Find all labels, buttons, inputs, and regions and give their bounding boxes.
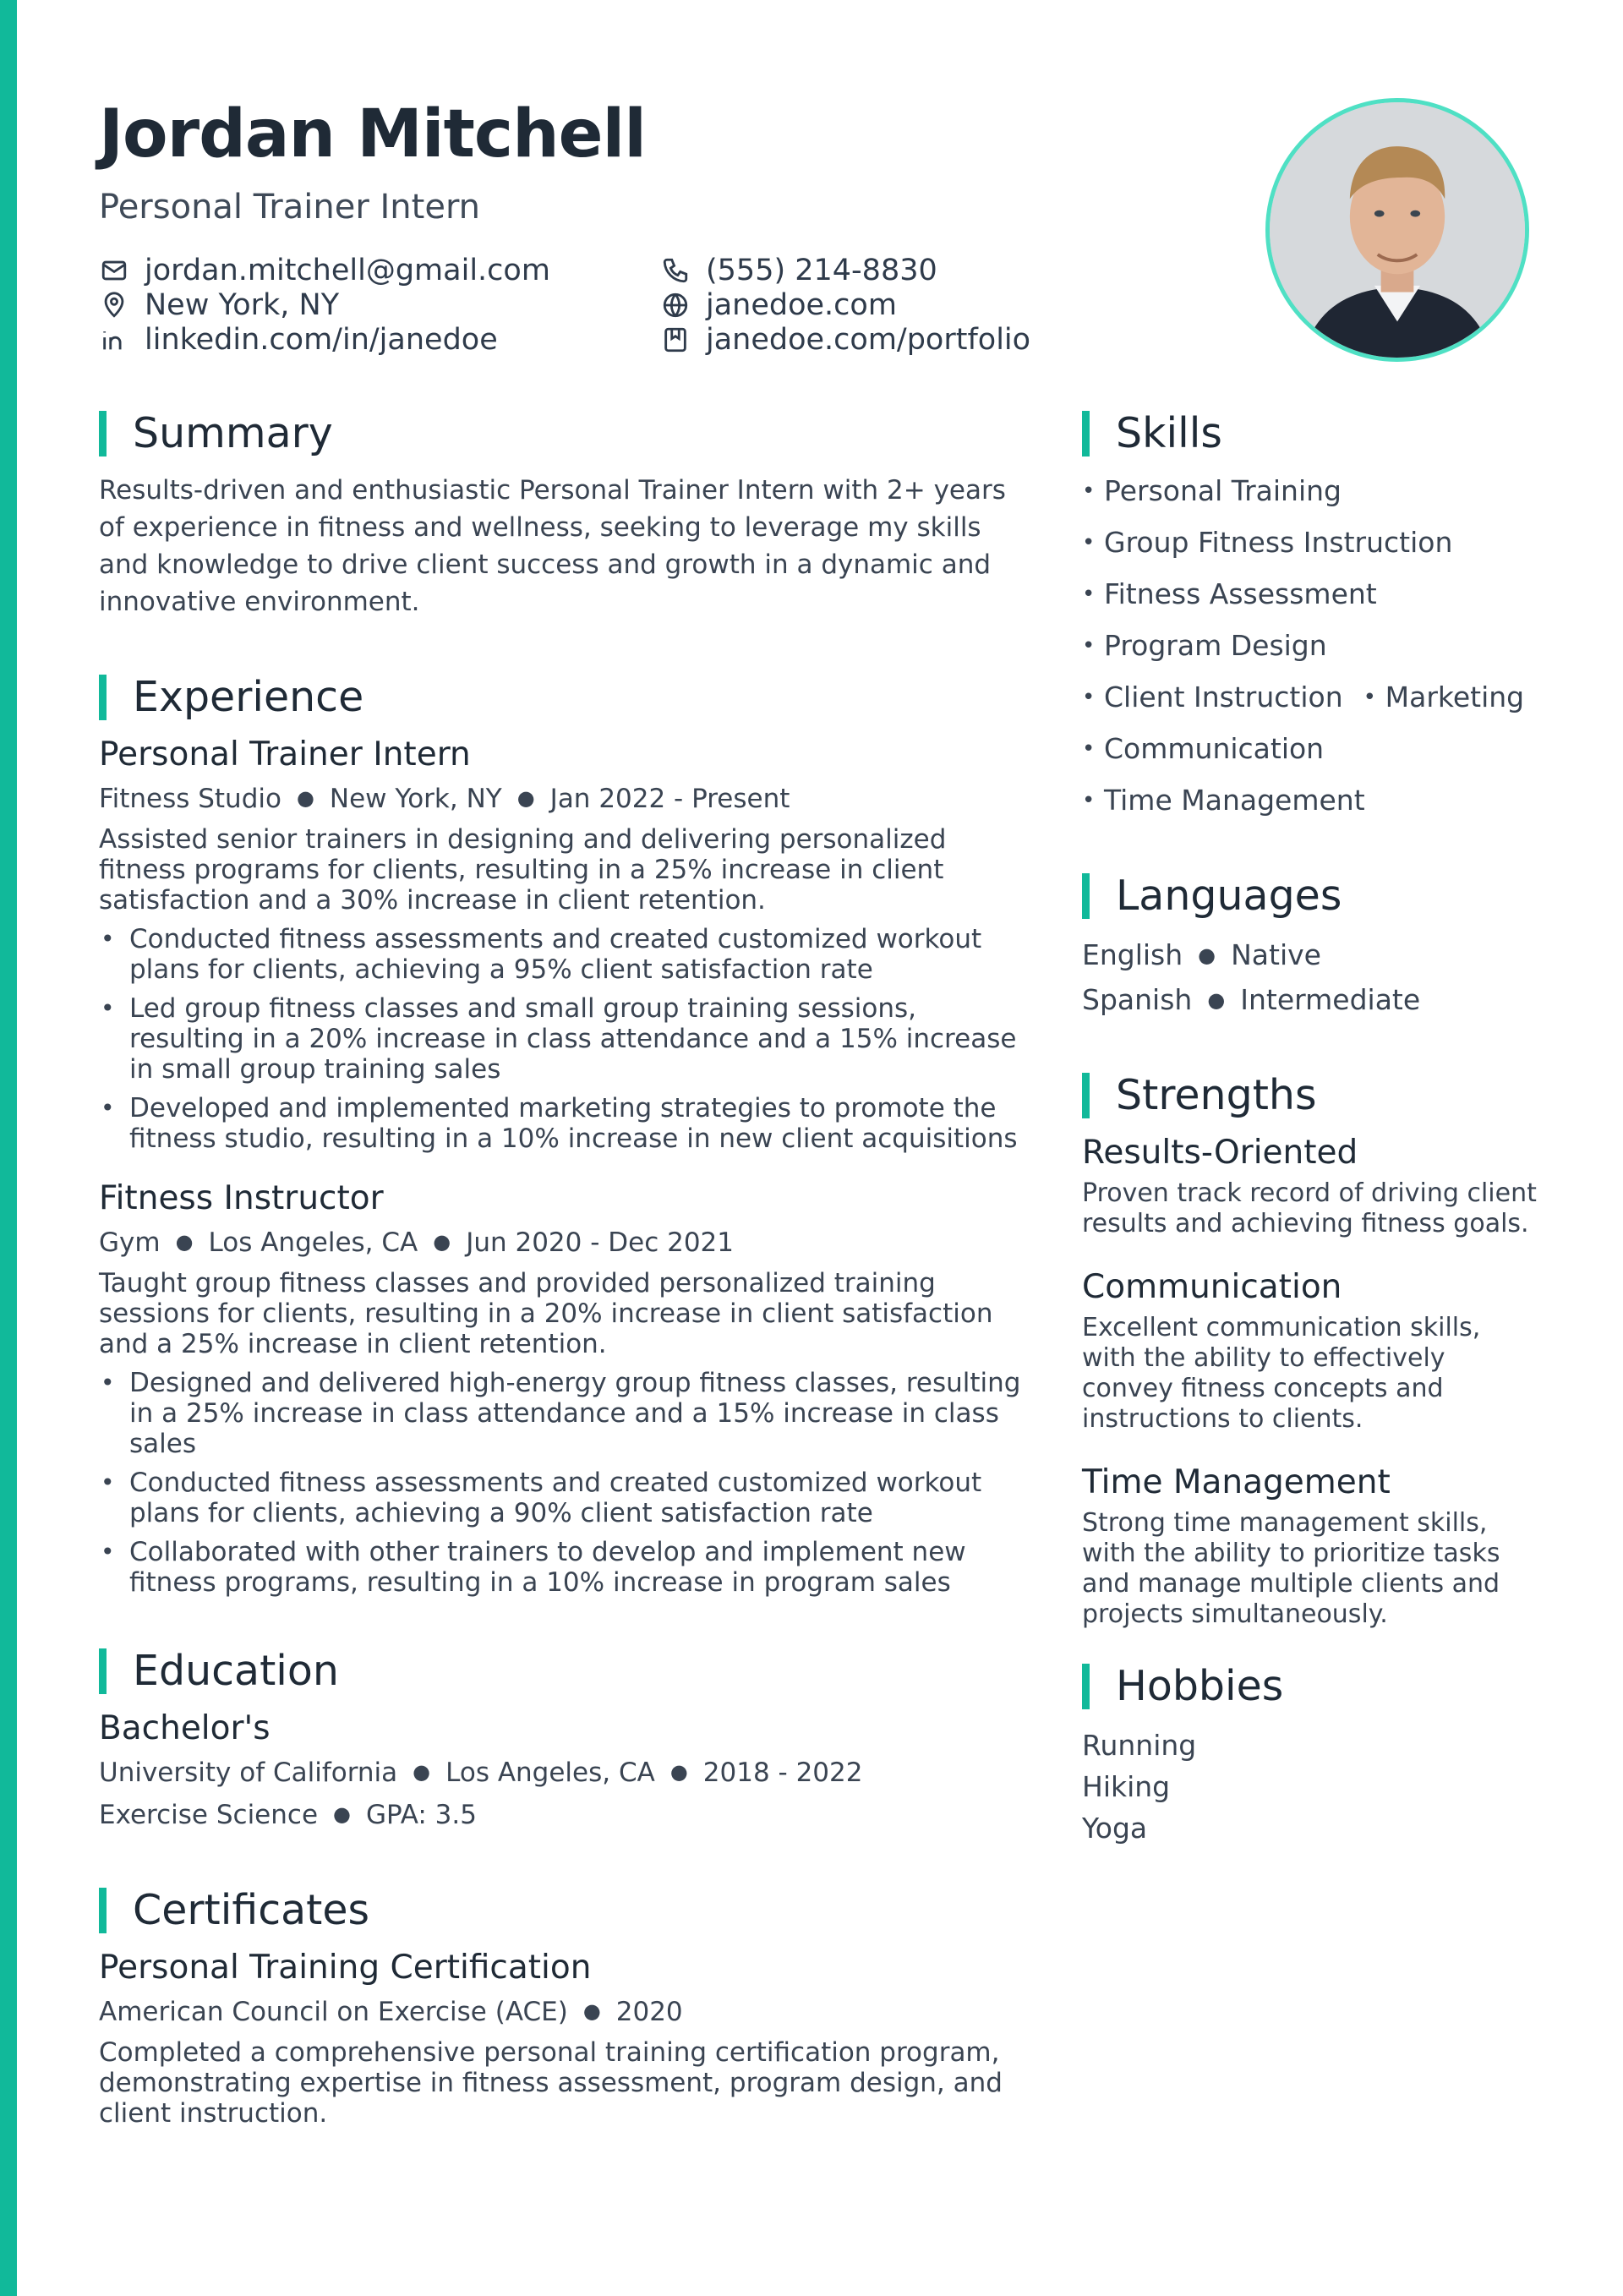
- strength-title: Communication: [1082, 1268, 1342, 1306]
- section-heading-certificates: [99, 1883, 1037, 1935]
- summary-text: Results-driven and enthusiastic Personal Trainer Intern with 2+ years of experience in fitness and wellness, seeking to leverage my skills and knowledge to drive client success and growth in a dynamic and innovative environment.: [99, 475, 1006, 617]
- school-location: Los Angeles, CA: [445, 1758, 655, 1788]
- separator-dot: ●: [296, 786, 314, 810]
- skill-label: Group Fitness Instruction: [1104, 526, 1453, 559]
- certificate-title: Personal Training Certification: [99, 1949, 592, 1987]
- skill-item: • Personal Training: [1082, 474, 1342, 507]
- education-section: [99, 1643, 1037, 1834]
- section-heading-skills: [1082, 406, 1538, 458]
- email-icon: [99, 255, 129, 286]
- section-heading-text: Strengths: [1116, 1071, 1317, 1119]
- separator-dot: ●: [582, 1999, 601, 2023]
- contact-linkedin[interactable]: [99, 323, 498, 357]
- contact-phone[interactable]: [660, 254, 937, 287]
- skill-label: Time Management: [1104, 784, 1365, 817]
- gpa: GPA: 3.5: [365, 1800, 477, 1830]
- candidate-title: Personal Trainer Intern: [99, 188, 481, 227]
- hobby-item: Yoga: [1082, 1812, 1148, 1845]
- strength-title: Results-Oriented: [1082, 1134, 1358, 1172]
- language-level: Intermediate: [1240, 983, 1421, 1016]
- job-location: New York, NY: [329, 784, 502, 814]
- skill-label: Communication: [1104, 732, 1325, 765]
- experience-entry: [99, 1179, 1037, 1598]
- skill-item: • Program Design: [1082, 629, 1327, 662]
- certificate-issuer: American Council on Exercise (ACE): [99, 1997, 568, 2027]
- separator-dot: ●: [669, 1760, 688, 1784]
- skill-item: • Fitness Assessment: [1082, 577, 1377, 610]
- section-accent: [99, 411, 107, 456]
- list-item: • Developed and implemented marketing strategies to promote the fitness studio, resulting in a 10% increase in new client acquisitions: [99, 1093, 1037, 1154]
- separator-dot: ●: [516, 786, 535, 810]
- strength-description: Proven track record of driving client results and achieving fitness goals.: [1082, 1178, 1537, 1238]
- location-pin-icon: [99, 290, 129, 320]
- section-heading-summary: [99, 406, 1037, 458]
- candidate-name: Jordan Mitchell: [99, 96, 647, 172]
- job-description: Taught group fitness classes and provided personalized training sessions for clients, resulting in a 20% increase in client satisfaction and a 25% increase in client retention.: [99, 1268, 993, 1359]
- contact-email[interactable]: [99, 254, 550, 287]
- separator-dot: ●: [433, 1230, 451, 1254]
- section-heading-education: [99, 1643, 1037, 1696]
- education-meta: [99, 1756, 1037, 1791]
- section-accent: [99, 1888, 107, 1933]
- skill-item: • Client Instruction • Marketing: [1082, 681, 1525, 713]
- job-meta: [99, 1226, 1037, 1261]
- section-heading-hobbies: [1082, 1659, 1538, 1711]
- skill-label: Marketing: [1385, 681, 1525, 713]
- experience-section: [99, 670, 1037, 1598]
- list-item: • Conducted fitness assessments and created customized workout plans for clients, achieving a 90% client satisfaction rate: [99, 1468, 1037, 1528]
- contact-location: [99, 288, 339, 322]
- contact-phone-text: (555) 214-8830: [706, 254, 937, 287]
- contact-website-text: janedoe.com: [706, 288, 897, 322]
- languages-section: [1082, 868, 1538, 1024]
- job-title: Personal Trainer Intern: [99, 735, 471, 774]
- skill-item: • Communication: [1082, 732, 1325, 765]
- hobbies-section: [1082, 1659, 1538, 1849]
- certificate-year: 2020: [615, 1997, 683, 2027]
- contact-linkedin-text: linkedin.com/in/janedoe: [145, 323, 498, 357]
- bookmark-icon: [660, 325, 691, 355]
- section-accent: [1082, 873, 1090, 919]
- skill-item: • Time Management: [1082, 784, 1365, 817]
- separator-dot: ●: [333, 1802, 351, 1826]
- skill-label: Program Design: [1104, 629, 1327, 662]
- job-dates: Jan 2022 - Present: [549, 784, 790, 814]
- strength-title: Time Management: [1082, 1463, 1391, 1501]
- language-name: English: [1082, 938, 1183, 971]
- strength-description: Excellent communication skills, with the ability to effectively convey fitness concepts and instructions to clients.: [1082, 1313, 1481, 1434]
- list-item: • Conducted fitness assessments and created customized workout plans for clients, achieving a 95% client satisfaction rate: [99, 924, 1037, 985]
- list-item: • Collaborated with other trainers to develop and implement new fitness programs, resulting in a 10% increase in program sales: [99, 1537, 1037, 1598]
- globe-icon: [660, 290, 691, 320]
- field-of-study: Exercise Science: [99, 1800, 319, 1830]
- linkedin-icon: [99, 325, 129, 355]
- phone-icon: [660, 255, 691, 286]
- school-name: University of California: [99, 1758, 398, 1788]
- job-company: Gym: [99, 1227, 161, 1258]
- language-level: Native: [1231, 938, 1321, 971]
- accent-bar: [0, 0, 17, 2296]
- section-heading-text: Experience: [133, 673, 364, 721]
- skill-label: Fitness Assessment: [1104, 577, 1377, 610]
- job-dates: Jun 2020 - Dec 2021: [466, 1227, 734, 1258]
- hobby-item: Hiking: [1082, 1770, 1171, 1803]
- section-heading-strengths: [1082, 1068, 1538, 1120]
- language-name: Spanish: [1082, 983, 1193, 1016]
- section-heading-languages: [1082, 868, 1538, 921]
- skill-label: Client Instruction: [1104, 681, 1343, 713]
- job-meta: [99, 782, 1037, 817]
- section-heading-experience: [99, 670, 1037, 722]
- degree-title: Bachelor's: [99, 1709, 270, 1747]
- contact-portfolio-text: janedoe.com/portfolio: [706, 323, 1031, 357]
- list-item: • Led group fitness classes and small group training sessions, resulting in a 20% increase in class attendance and a 15% increase in small group training sales: [99, 993, 1037, 1085]
- skill-label: Personal Training: [1104, 474, 1342, 507]
- education-dates: 2018 - 2022: [702, 1758, 863, 1788]
- skills-section: [1082, 406, 1538, 828]
- list-item: • Designed and delivered high-energy group fitness classes, resulting in a 25% increase in class attendance and a 15% increase in class sales: [99, 1368, 1037, 1459]
- section-heading-text: Education: [133, 1647, 339, 1695]
- language-item: Spanish ● Intermediate: [1082, 983, 1421, 1016]
- strength-description: Strong time management skills, with the ability to prioritize tasks and manage multiple clients and projects simultaneously.: [1082, 1508, 1500, 1629]
- language-item: English ● Native: [1082, 938, 1321, 971]
- job-title: Fitness Instructor: [99, 1179, 384, 1217]
- right-column: [1082, 406, 1538, 1894]
- section-heading-text: Languages: [1116, 872, 1342, 920]
- contact-portfolio[interactable]: [660, 323, 1030, 357]
- contact-email-text: jordan.mitchell@gmail.com: [145, 254, 550, 287]
- section-accent: [1082, 411, 1090, 456]
- section-accent: [1082, 1073, 1090, 1118]
- certificates-section: [99, 1883, 1037, 2129]
- job-achievements: [99, 924, 1037, 1154]
- certificate-description: Completed a comprehensive personal training certification program, demonstrating expertise in fitness assessment, program design, and client instruction.: [99, 2037, 1003, 2129]
- separator-dot: ●: [413, 1760, 431, 1784]
- job-location: Los Angeles, CA: [208, 1227, 418, 1258]
- job-company: Fitness Studio: [99, 784, 281, 814]
- section-heading-text: Certificates: [133, 1886, 370, 1934]
- section-accent: [99, 675, 107, 720]
- contact-info: [99, 254, 1029, 364]
- left-column: [99, 406, 1037, 2174]
- job-description: Assisted senior trainers in designing and delivering personalized fitness programs for clients, resulting in a 25% increase in client satisfaction and a 30% increase in client retention.: [99, 824, 947, 916]
- skill-item: • Group Fitness Instruction: [1082, 526, 1453, 559]
- section-heading-text: Skills: [1116, 409, 1222, 457]
- separator-dot: ●: [175, 1230, 194, 1254]
- certificate-meta: [99, 1995, 1037, 2031]
- section-heading-text: Summary: [133, 409, 333, 457]
- job-achievements: [99, 1368, 1037, 1598]
- education-details: [99, 1798, 1037, 1834]
- strengths-section: [1082, 1068, 1538, 1630]
- section-accent: [1082, 1664, 1090, 1709]
- section-heading-text: Hobbies: [1116, 1662, 1284, 1710]
- profile-photo: [1265, 98, 1529, 362]
- experience-entry: [99, 735, 1037, 1154]
- section-accent: [99, 1648, 107, 1694]
- contact-location-text: New York, NY: [145, 288, 340, 322]
- resume-page: [99, 0, 1536, 2296]
- hobby-item: Running: [1082, 1729, 1197, 1762]
- contact-website[interactable]: [660, 288, 897, 322]
- summary-section: [99, 406, 1037, 620]
